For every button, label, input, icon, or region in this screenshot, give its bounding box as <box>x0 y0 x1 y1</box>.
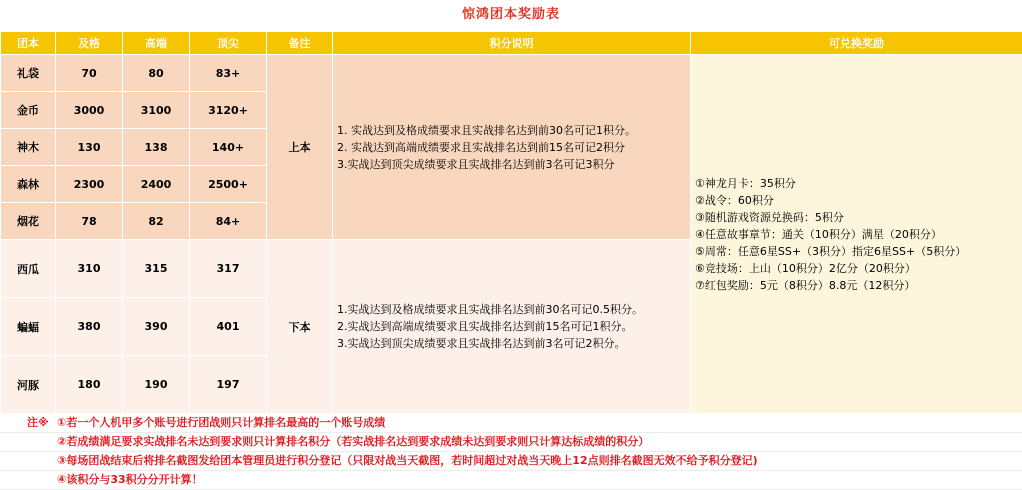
score-desc-line: 2. 实战达到高端成绩要求且实战排名达到前15名可记2积分 <box>337 139 690 156</box>
remark-lower: 下本 <box>267 240 333 414</box>
top-score: 197 <box>190 356 267 414</box>
note-item: ③每场团战结束后将排名截图发给团本管理员进行积分登记（只限对战当天截图，若时间超过对战当天晚上12点则排名截图无效不给予积分登记) <box>57 452 758 470</box>
top-score: 84+ <box>190 203 267 240</box>
team-name: 烟花 <box>1 203 56 240</box>
top-score: 2500+ <box>190 166 267 203</box>
score-desc-line: 1.实战达到及格成绩要求且实战排名达到前30名可记0.5积分。 <box>337 301 690 318</box>
reward-item: ⑤周常：任意6星SS+（3积分）指定6星SS+（5积分） <box>695 243 1022 260</box>
reward-item: ④任意故事章节：通关（10积分）满星（20积分） <box>695 226 1022 243</box>
top-score: 140+ <box>190 129 267 166</box>
top-score: 83+ <box>190 55 267 92</box>
reward-item: ①神龙月卡：35积分 <box>695 175 1022 192</box>
high-score: 190 <box>123 356 190 414</box>
note-row <box>0 471 1022 490</box>
high-score: 2400 <box>123 166 190 203</box>
team-name: 金币 <box>1 92 56 129</box>
header-remark: 备注 <box>267 32 333 55</box>
high-score: 80 <box>123 55 190 92</box>
score-desc-line: 2.实战达到高端成绩要求且实战排名达到前15名可记1积分。 <box>337 318 690 335</box>
reward-item: ③随机游戏资源兑换码：5积分 <box>695 209 1022 226</box>
header-row <box>1 32 1022 55</box>
top-score: 3120+ <box>190 92 267 129</box>
note-item: ②若成绩满足要求实战排名未达到要求则只计算排名积分（若实战排名达到要求成绩未达到要求则只计算达标成绩的积分） <box>57 433 649 451</box>
pass-score: 3000 <box>56 92 123 129</box>
score-desc-line: 3.实战达到顶尖成绩要求且实战排名达到前3名可记2积分。 <box>337 335 690 352</box>
pass-score: 78 <box>56 203 123 240</box>
header-pass: 及格 <box>56 32 123 55</box>
notes-section <box>0 414 1022 488</box>
remark-upper: 上本 <box>267 55 333 240</box>
top-score: 401 <box>190 298 267 356</box>
reward-item: ②战令：60积分 <box>695 192 1022 209</box>
pass-score: 130 <box>56 129 123 166</box>
header-score-desc: 积分说明 <box>333 32 691 55</box>
rewards-list <box>691 55 1022 414</box>
high-score: 138 <box>123 129 190 166</box>
note-row <box>0 452 1022 471</box>
high-score: 390 <box>123 298 190 356</box>
pass-score: 70 <box>56 55 123 92</box>
pass-score: 180 <box>56 356 123 414</box>
team-name: 森林 <box>1 166 56 203</box>
header-rewards: 可兑换奖励 <box>691 32 1022 55</box>
high-score: 315 <box>123 240 190 298</box>
team-name: 蝙蝠 <box>1 298 56 356</box>
note-row <box>0 414 1022 433</box>
header-team: 团本 <box>1 32 56 55</box>
team-name: 礼袋 <box>1 55 56 92</box>
team-name: 西瓜 <box>1 240 56 298</box>
score-desc-line: 1. 实战达到及格成绩要求且实战排名达到前30名可记1积分。 <box>337 122 690 139</box>
pass-score: 380 <box>56 298 123 356</box>
reward-item: ⑥竞技场：上山（10积分）2亿分（20积分） <box>695 260 1022 277</box>
header-top: 顶尖 <box>190 32 267 55</box>
reward-item: ⑦红包奖励：5元（8积分）8.8元（12积分） <box>695 277 1022 294</box>
team-name: 河豚 <box>1 356 56 414</box>
header-high: 高端 <box>123 32 190 55</box>
score-desc-upper <box>333 55 691 240</box>
note-item: ①若一个人机甲多个账号进行团战则只计算排名最高的一个账号成绩 <box>57 414 385 432</box>
score-desc-line: 3.实战达到顶尖成绩要求且实战排名达到前3名可记3积分 <box>337 156 690 173</box>
note-item: ④该积分与33积分分开计算！ <box>57 471 203 489</box>
high-score: 82 <box>123 203 190 240</box>
note-row <box>0 433 1022 452</box>
table-row <box>1 55 1022 92</box>
reward-table <box>0 31 1022 414</box>
pass-score: 2300 <box>56 166 123 203</box>
score-desc-lower <box>333 240 691 414</box>
high-score: 3100 <box>123 92 190 129</box>
top-score: 317 <box>190 240 267 298</box>
pass-score: 310 <box>56 240 123 298</box>
notes-label: 注※ <box>27 414 55 432</box>
team-name: 神木 <box>1 129 56 166</box>
page-title: 惊鸿团本奖励表 <box>0 0 1022 30</box>
